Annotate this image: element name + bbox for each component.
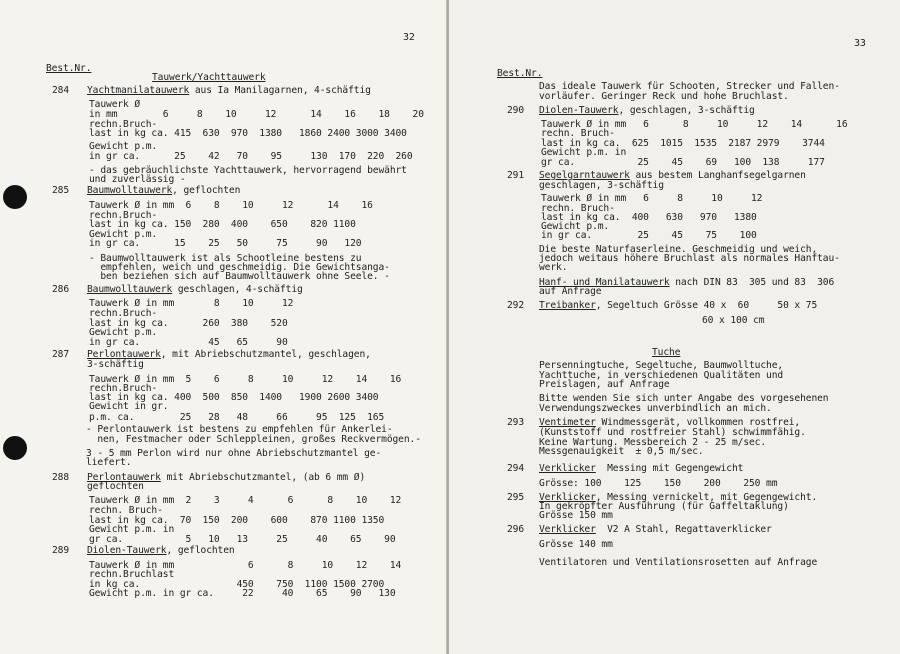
item-detail: 60 x 100 cm: [702, 315, 765, 326]
spec-row: Gewicht p.m. in: [541, 147, 627, 158]
spec-row: Tauwerk Ø in mm 6 8 10 12 14: [89, 560, 402, 571]
item-title: Verklicker Messing mit Gegengewicht: [539, 463, 744, 474]
spec-row: Tauwerk Ø in mm 8 10 12: [89, 298, 294, 309]
spec-row: last in kg ca. 400 630 970 1380: [541, 212, 757, 223]
item-title: Treibanker, Segeltuch Grösse 40 x 60 50 x 75: [539, 300, 818, 311]
spec-row: rechn. Bruch-: [541, 128, 615, 139]
item-number: 293: [507, 417, 525, 428]
spec-row: Tauwerk Ø: [89, 99, 141, 110]
item-title: Baumwolltauwerk geschlagen, 4-schäftig: [87, 284, 303, 295]
section-heading: Tuche: [652, 347, 681, 358]
item-title: Ventimeter Windmessgerät, vollkommen rostfrei,: [539, 417, 801, 428]
spec-row: gr ca. 25 45 69 100 138 177: [541, 157, 825, 168]
item-note: ben beziehen sich auf Baumwolltauwerk ohne Seele. -: [89, 271, 390, 282]
spec-row: Gewicht p.m.: [89, 229, 158, 240]
spec-row: in gr ca. 25 45 75 100: [541, 230, 757, 241]
punch-hole: [3, 185, 27, 209]
spec-row: rechn.Bruch-: [89, 308, 158, 319]
item-title-cont: 3-schäftig: [87, 359, 144, 370]
spec-row: rechn.Bruch-: [89, 383, 158, 394]
item-title: Segelgarntauwerk aus bestem Langhanfsegelgarnen: [539, 170, 806, 181]
spec-row: in kg ca. 450 750 1100 1500 2700: [89, 579, 385, 590]
item-note: und zuverlässig -: [89, 174, 186, 185]
hanf-note: Hanf- und Manilatauwerk nach DIN 83 305 und 83 306: [539, 277, 835, 288]
spec-row: last in kg ca. 415 630 970 1380 1860 2400 3000 3400: [89, 128, 407, 139]
spec-row: last in kg ca. 70 150 200 600 870 1100 1350: [89, 515, 385, 526]
spec-row: Gewicht p.m.: [541, 221, 610, 232]
item-title: Diolen-Tauwerk, geschlagen, 3-schäftig: [539, 105, 755, 116]
spec-row: Gewicht p.m.: [89, 327, 158, 338]
hanf-note-cont: auf Anfrage: [539, 286, 602, 297]
spec-row: Gewicht p.m.: [89, 141, 158, 152]
item-title: Diolen-Tauwerk, geflochten: [87, 545, 235, 556]
spec-row: Tauwerk Ø in mm 6 8 10 12: [541, 193, 763, 204]
left-page: [0, 0, 448, 654]
body-text: Yachttuche, in verschiedenen Qualitäten und: [539, 370, 784, 381]
item-detail: In gekröpfter Ausführung (für Gaffeltaklung): [539, 501, 789, 512]
spec-row: p.m. ca. 25 28 48 66 95 125 165: [89, 412, 385, 423]
item-note: - das gebräuchlichste Yachttauwerk, hervorragend bewährt: [89, 165, 407, 176]
spec-row: in gr ca. 45 65 90: [89, 337, 288, 348]
item-number: 287: [52, 349, 70, 360]
body-text: Bitte wenden Sie sich unter Angabe des vorgesehenen: [539, 393, 829, 404]
item-note: 3 - 5 mm Perlon wird nur ohne Abriebschutzmantel ge-: [86, 448, 382, 459]
item-note: nen, Festmacher oder Schleppleinen, großes Reckvermögen.-: [86, 434, 421, 445]
best-nr-label: Best.Nr.: [46, 63, 92, 74]
punch-hole: [3, 436, 27, 460]
item-detail: Messgenauigkeit ± 0,5 m/sec.: [539, 446, 704, 457]
spec-row: in gr ca. 25 42 70 95 130 170 220 260: [89, 151, 413, 162]
body-text: Persenningtuche, Segeltuche, Baumwolltuche,: [539, 360, 784, 371]
spec-row: Tauwerk Ø in mm 6 8 10 12 14 16: [541, 119, 848, 130]
item-title-cont: geflochten: [87, 481, 144, 492]
body-text: Preislagen, auf Anfrage: [539, 379, 670, 390]
item-number: 295: [507, 492, 525, 503]
spec-row: Gewicht p.m. in: [89, 524, 175, 535]
page-number: 33: [854, 38, 866, 49]
spec-row: Tauwerk Ø in mm 2 3 4 6 8 10 12: [89, 495, 402, 506]
spec-row: rechn. Bruch-: [89, 505, 163, 516]
item-note: Die beste Naturfaserleine. Geschmeidig und weich,: [539, 244, 818, 255]
spec-row: last in kg ca. 150 280 400 650 820 1100: [89, 219, 356, 230]
item-title: Baumwolltauwerk, geflochten: [87, 185, 241, 196]
item-number: 285: [52, 185, 70, 196]
spec-row: in mm 6 8 10 12 14 16 18 20: [89, 109, 424, 120]
item-number: 284: [52, 85, 70, 96]
item-number: 292: [507, 300, 525, 311]
spec-row: last in kg ca. 260 380 520: [89, 318, 288, 329]
page-number: 32: [403, 32, 415, 43]
spec-row: Tauwerk Ø in mm 6 8 10 12 14 16: [89, 200, 373, 211]
spec-row: Tauwerk Ø in mm 5 6 8 10 12 14 16: [89, 374, 402, 385]
intro-text: Das ideale Tauwerk für Schooten, Strecker und Fallen-: [539, 81, 840, 92]
item-note: - Perlontauwerk ist bestens zu empfehlen für Ankerlei-: [86, 424, 393, 435]
item-number: 286: [52, 284, 70, 295]
spec-row: rechn.Bruchlast: [89, 569, 175, 580]
spec-row: last in kg ca. 625 1015 1535 2187 2979 3744: [541, 138, 825, 149]
item-title: Yachtmanilatauwerk aus Ia Manilagarnen, 4-schäftig: [87, 85, 371, 96]
right-page: [449, 0, 900, 654]
item-detail: Grösse 140 mm: [539, 539, 613, 550]
item-detail: Grösse 150 mm: [539, 510, 613, 521]
item-title: Perlontauwerk mit Abriebschutzmantel, (ab 6 mm Ø): [87, 472, 366, 483]
item-number: 296: [507, 524, 525, 535]
item-number: 291: [507, 170, 525, 181]
item-title: Verklicker, Messing vernickelt, mit Gegengewicht.: [539, 492, 818, 503]
best-nr-label: Best.Nr.: [497, 68, 543, 79]
item-number: 294: [507, 463, 525, 474]
item-detail: (Kunststoff und rostfreier Stahl) schwimmfähig.: [539, 427, 806, 438]
item-title: Verklicker V2 A Stahl, Regattaverklicker: [539, 524, 772, 535]
spec-row: Gewicht in gr.: [89, 401, 169, 412]
spec-row: rechn.Bruch-: [89, 119, 158, 130]
spec-row: rechn.Bruch-: [89, 210, 158, 221]
footer-note: Ventilatoren und Ventilationsrosetten auf Anfrage: [539, 557, 818, 568]
item-number: 288: [52, 472, 70, 483]
spec-row: rechn. Bruch-: [541, 203, 615, 214]
spec-row: last in kg ca. 400 500 850 1400 1900 2600 3400: [89, 392, 379, 403]
item-detail: Grösse: 100 125 150 200 250 mm: [539, 478, 778, 489]
item-note: empfehlen, weich und geschmeidig. Die Gewichtsanga-: [89, 262, 390, 273]
item-note: liefert.: [86, 457, 132, 468]
intro-text: vorläufer. Geringer Reck und hohe Bruchlast.: [539, 91, 789, 102]
section-heading: Tauwerk/Yachttauwerk: [152, 72, 266, 83]
spec-row: gr ca. 5 10 13 25 40 65 90: [89, 534, 396, 545]
spec-row: in gr ca. 15 25 50 75 90 120: [89, 238, 362, 249]
item-number: 289: [52, 545, 70, 556]
item-number: 290: [507, 105, 525, 116]
item-note: werk.: [539, 262, 568, 273]
item-title-cont: geschlagen, 3-schäftig: [539, 180, 664, 191]
item-note: jedoch weitaus höhere Bruchlast als normales Hanftau-: [539, 253, 840, 264]
item-detail: Keine Wartung. Messbereich 2 - 25 m/sec.: [539, 437, 767, 448]
item-title: Perlontauwerk, mit Abriebschutzmantel, geschlagen,: [87, 349, 371, 360]
item-note: - Baumwolltauwerk ist als Schootleine bestens zu: [89, 253, 362, 264]
spec-row: Gewicht p.m. in gr ca. 22 40 65 90 130: [89, 588, 396, 599]
body-text: Verwendungszweckes unverbindlich an mich.: [539, 403, 772, 414]
